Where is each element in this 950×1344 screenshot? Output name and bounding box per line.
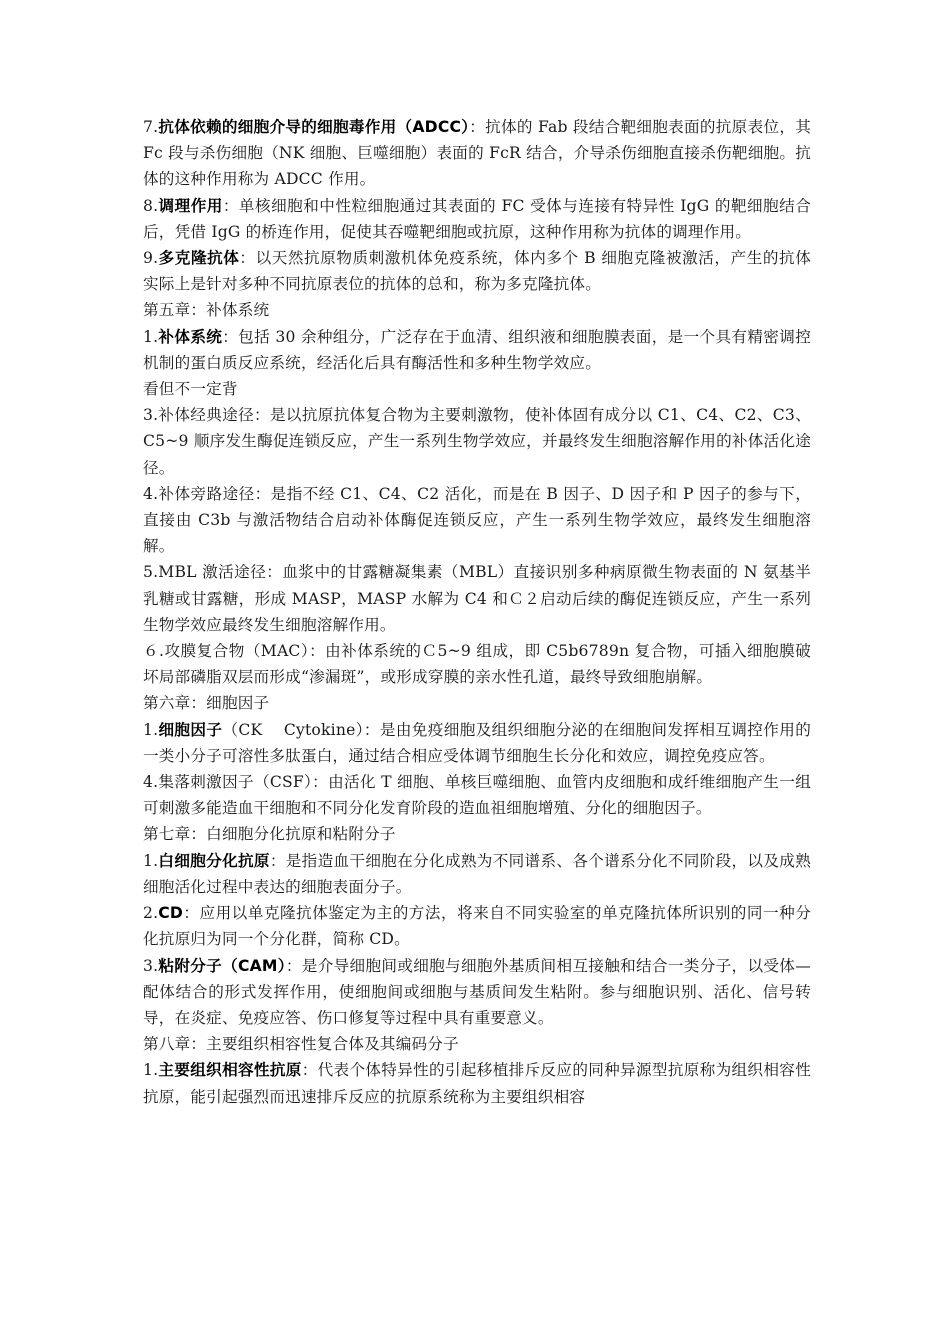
item-number: 1. xyxy=(143,851,159,870)
item-number: 1. xyxy=(143,1061,159,1080)
document-page xyxy=(143,114,811,1110)
item-number: 9. xyxy=(143,249,159,268)
definition-adcc xyxy=(143,114,811,193)
term-label: CD xyxy=(158,904,184,923)
term-label: 多克隆抗体 xyxy=(158,249,240,268)
item-number: 1. xyxy=(143,720,159,739)
item-number: 3. xyxy=(143,956,159,975)
definition-cytokine xyxy=(143,717,811,769)
chapter-heading-7: 第七章：白细胞分化抗原和粘附分子 xyxy=(143,825,396,844)
definition-mbl-pathway: 5.MBL 激活途径：血浆中的甘露糖凝集素（MBL）直接识别多种病原微生物表面的 N 氨基半乳糖或甘露糖，形成 MASP，MASP 水解为 C4 和Ｃ２启动后续的酶促连锁反应，产生一系列生物学效应最终发生细胞溶解作用。 xyxy=(143,563,811,634)
chapter-heading-8: 第八章：主要组织相容性复合体及其编码分子 xyxy=(143,1035,459,1054)
definition-classical-pathway: 3.补体经典途径：是以抗原抗体复合物为主要刺激物，使补体固有成分以 C1、C4、C2、C3、C5~9 顺序发生酶促连锁反应，产生一系列生物学效应，并最终发生细胞溶解作用的补体活化途径。 xyxy=(143,406,811,477)
definition-text: ：包括 30 余种组分，广泛存在于血清、组织液和细胞膜表面，是一个具有精密调控机制的蛋白质反应系统，经活化后具有酶活性和多种生物学效应。 xyxy=(143,327,811,372)
term-label: 白细胞分化抗原 xyxy=(158,851,270,870)
term-label: 补体系统 xyxy=(158,327,223,346)
definition-leukocyte-differentiation-antigen xyxy=(143,848,811,900)
definition-alternative-pathway: 4.补体旁路途径：是指不经 C1、C4、C2 活化，而是在 B 因子、D 因子和 P 因子的参与下，直接由 C3b 与激活物结合启动补体酶促连锁反应，产生一系列生物学效应，最终发生细胞溶解。 xyxy=(143,484,811,556)
definition-mhc-antigen xyxy=(143,1057,811,1109)
definition-text: ：代表个体特异性的引起移植排斥反应的同种异源型抗原称为组织相容性抗原，能引起强烈而迅速排斥反应的抗原系统称为主要组织相容 xyxy=(143,1061,811,1106)
item-number: 1. xyxy=(143,327,159,346)
definition-polyclonal-antibody xyxy=(143,245,811,297)
definition-mac: ６.攻膜复合物（MAC）：由补体系统的Ｃ5~9 组成，即 C5b6789n 复合物，可插入细胞膜破坏局部磷脂双层而形成“渗漏斑”，或形成穿膜的亲水性孔道，最终导致细胞崩解。 xyxy=(143,642,811,687)
definition-cd xyxy=(143,900,811,952)
definition-cam xyxy=(143,953,811,1032)
definition-text: ：以天然抗原物质刺激机体免疫系统，体内多个 B 细胞克隆被激活，产生的抗体实际上是针对多种不同抗原表位的抗体的总和，称为多克隆抗体。 xyxy=(143,249,811,294)
term-label: 细胞因子 xyxy=(158,720,223,739)
chapter-heading-6: 第六章：细胞因子 xyxy=(143,694,270,713)
definition-text: ：单核细胞和中性粒细胞通过其表面的 FC 受体与连接有特异性 IgG 的靶细胞结合后，凭借 IgG 的桥连作用，促使其吞噬靶细胞或抗原，这种作用称为抗体的调理作用。 xyxy=(143,196,811,241)
note-line: 看但不一定背 xyxy=(143,380,238,399)
term-label: 主要组织相容性抗原 xyxy=(158,1061,302,1080)
term-label: 调理作用 xyxy=(158,196,223,215)
chapter-heading-5: 第五章：补体系统 xyxy=(143,301,270,320)
item-number: 7. xyxy=(143,118,159,136)
definition-text: （CK Cytokine）：是由免疫细胞及组织细胞分泌的在细胞间发挥相互调控作用的一类小分子可溶性多肽蛋白，通过结合相应受体调节细胞生长分化和效应，调控免疫应答。 xyxy=(143,720,811,765)
item-number: 8. xyxy=(143,196,159,215)
term-label: 抗体依赖的细胞介导的细胞毒作用（ADCC） xyxy=(158,118,470,136)
term-label: 粘附分子（CAM） xyxy=(158,956,286,975)
definition-text: ：应用以单克隆抗体鉴定为主的方法，将来自不同实验室的单克隆抗体所识别的同一种分化抗原归为同一个分化群，简称 CD。 xyxy=(143,904,811,949)
definition-text: ：抗体的 Fab 段结合靶细胞表面的抗原表位，其 Fc 段与杀伤细胞（NK 细胞、巨噬细胞）表面的 FcR 结合，介导杀伤细胞直接杀伤靶细胞。抗体的这种作用称为 ADCC 作用。 xyxy=(143,118,811,189)
definition-text: ：是指造血干细胞在分化成熟为不同谱系、各个谱系分化不同阶段，以及成熟细胞活化过程中表达的细胞表面分子。 xyxy=(143,851,811,896)
item-number: 2. xyxy=(143,904,159,923)
definition-csf: 4.集落刺激因子（CSF）：由活化 T 细胞、单核巨噬细胞、血管内皮细胞和成纤维细胞产生一组可刺激多能造血干细胞和不同分化发育阶段的造血祖细胞增殖、分化的细胞因子。 xyxy=(143,773,811,818)
definition-opsonization xyxy=(143,193,811,245)
definition-complement-system xyxy=(143,324,811,376)
definition-text: ：是介导细胞间或细胞与细胞外基质间相互接触和结合一类分子，以受体—配体结合的形式发挥作用，使细胞间或细胞与基质间发生粘附。参与细胞识别、活化、信号转导，在炎症、免疫应答、伤口修复等过程中具有重要意义。 xyxy=(143,956,811,1027)
